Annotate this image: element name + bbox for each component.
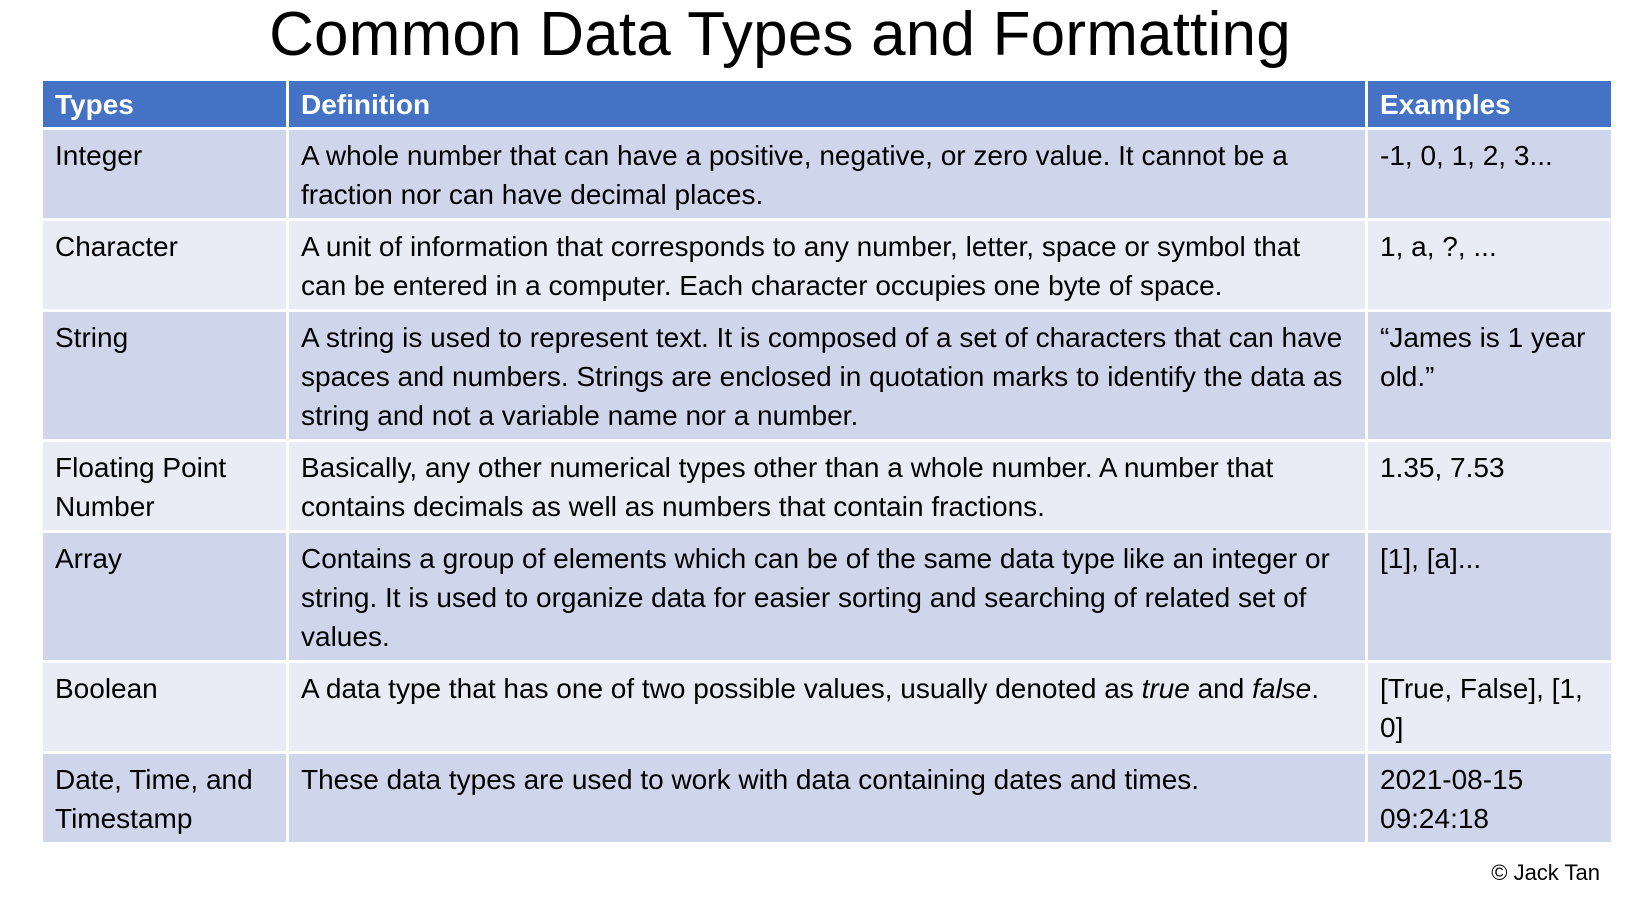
true-term: true: [1141, 673, 1190, 704]
copyright-notice: © Jack Tan: [1491, 860, 1600, 885]
type-cell: String: [42, 311, 288, 441]
type-cell: Floating Point Number: [42, 441, 288, 532]
header-examples: Examples: [1367, 80, 1613, 129]
type-cell: Character: [42, 220, 288, 311]
data-types-table: [40, 78, 1614, 845]
table-row-array: [42, 532, 1613, 662]
definition-cell: A unit of information that corresponds to any number, letter, space or symbol that can be entered in a computer. Each character occupies one byte of space.: [288, 220, 1367, 311]
example-cell: 1, a, ?, ...: [1367, 220, 1613, 311]
example-cell: -1, 0, 1, 2, 3...: [1367, 129, 1613, 220]
false-term: false: [1252, 673, 1312, 704]
definition-text: and: [1189, 673, 1253, 704]
definition-cell: These data types are used to work with data containing dates and times.: [288, 753, 1367, 844]
type-cell: Date, Time, and Timestamp: [42, 753, 288, 844]
type-cell: Boolean: [42, 662, 288, 753]
table-header-row: [42, 80, 1613, 129]
example-cell: “James is 1 year old.”: [1367, 311, 1613, 441]
definition-cell: A string is used to represent text. It is composed of a set of characters that can have spaces and numbers. Strings are enclosed in quotation marks to identify the data as string and not a variable name nor a number.: [288, 311, 1367, 441]
definition-cell: Contains a group of elements which can be of the same data type like an integer or string. It is used to organize data for easier sorting and searching of related set of values.: [288, 532, 1367, 662]
example-cell: [True, False], [1, 0]: [1367, 662, 1613, 753]
example-cell: 2021-08-15 09:24:18: [1367, 753, 1613, 844]
type-cell: Array: [42, 532, 288, 662]
example-cell: 1.35, 7.53: [1367, 441, 1613, 532]
slide-title: Common Data Types and Formatting: [269, 0, 1291, 69]
definition-cell: [288, 662, 1367, 753]
table-row-boolean: [42, 662, 1613, 753]
table-row-character: [42, 220, 1613, 311]
type-cell: Integer: [42, 129, 288, 220]
definition-text: A data type that has one of two possible values, usually denoted as: [301, 673, 1142, 704]
table-row-floating-point: [42, 441, 1613, 532]
table-row-string: [42, 311, 1613, 441]
table-row-date-time: [42, 753, 1613, 844]
definition-cell: A whole number that can have a positive, negative, or zero value. It cannot be a fraction nor can have decimal places.: [288, 129, 1367, 220]
header-definition: Definition: [288, 80, 1367, 129]
header-types: Types: [42, 80, 288, 129]
example-cell: [1], [a]...: [1367, 532, 1613, 662]
table-row-integer: [42, 129, 1613, 220]
definition-cell: Basically, any other numerical types other than a whole number. A number that contains decimals as well as numbers that contain fractions.: [288, 441, 1367, 532]
definition-text: .: [1311, 673, 1320, 704]
